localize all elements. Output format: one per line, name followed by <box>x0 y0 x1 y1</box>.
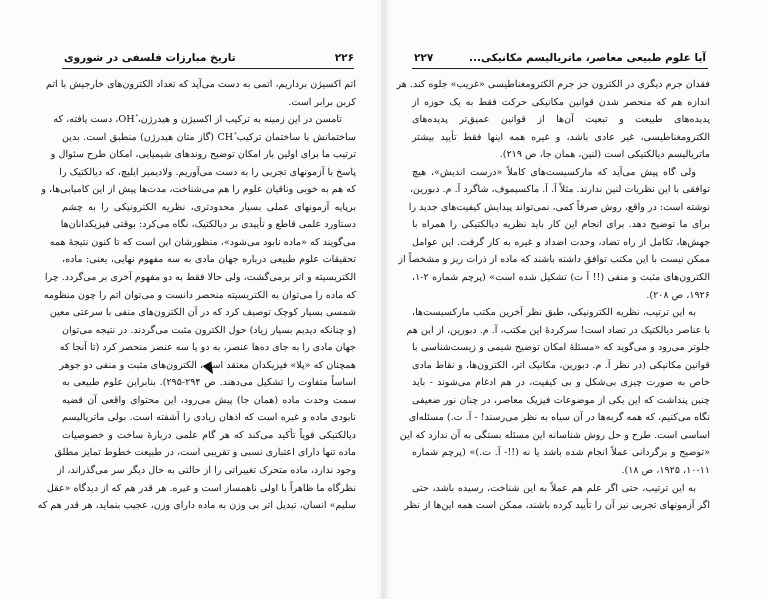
text-line: پاسخ با آزمونهای تجربی را به دست می‌آوریم. ولادیمیر ایلیچ، که دیالکتیک را <box>59 166 356 178</box>
left-page-header <box>64 52 354 64</box>
right-page-number: ۲۲۷ <box>414 52 434 64</box>
left-page-number: ۲۲۶ <box>334 52 354 64</box>
text-line: اندازه هم که منحصر شدن قوانین مکانیکی حرکت فقط به یک حوزه از <box>412 96 710 108</box>
text-line: الکترون‌های مثبت و منفی (!! آ ت) تشکیل شده است» (پرچم شماره ۲-۱، <box>412 272 710 284</box>
text-line: الکتریسیته و اتر برمی‌گشت، ولی حالا فقط به دو مفهوم آخری بر می‌گردد. چرا <box>44 272 356 284</box>
text-line: دستاورد علمی قاطع و تأییدی بر دیالکتیک، نگاه می‌کرد: بوقتی فیزیکدانان‌ها <box>60 219 356 231</box>
text-line: ۱۰-۱۱، ۱۹۲۵، ص ۱۸). <box>621 465 710 477</box>
text-line: همچنان که «پلا» فیزیکدان معتقد است، الکترون‌های مثبت و منفی دو جوهر <box>59 359 356 371</box>
text-line: سلیم» انسان، تبدیل اتر بی وزن به ماده دارای وزن، عجیب بنماید، هر قدر هم که <box>37 500 356 512</box>
text-line: الکترومغناطیسی، غیر عادی باشد، و غیره همه اینها فقط تأیید بیشتر <box>412 131 710 143</box>
text-line: فقدان جرم دیگری در الکترون جز جرم الکترومغناطیسی «غریب» جلوه کند. هر <box>396 79 710 90</box>
text-line: با عناصر دیالکتیک در تضاد است! سرکردهٔ این مکتب، آ. م. دبورین، از این هم <box>406 324 710 336</box>
text-line: ماتریالیسم دیالکتیکی است (لنین، همان جا، ص ۲۱۹). <box>499 149 710 161</box>
text-line: جهان مادی را به جای ده‌ها عنصر، به دو یا سه عنصر منحصر کرد (تا آنجا که <box>59 342 356 354</box>
text-line: جلوتر می‌رود و می‌گوید که «مسئلهٔ امکان توضیح شیمی و زیست‌شناسی با <box>412 342 710 354</box>
text-line: (و چنانکه دیدیم بسیار زیاد) حول الکترون مثبت می‌گردند. در نتیجه می‌توان <box>62 324 356 336</box>
text-line: اتم اکسیژن برداریم، اتمی به دست می‌آید که تعداد الکترون‌های خارجیش با اتم <box>45 79 356 90</box>
text-line: ولی گاه پیش می‌آید که مارکسیست‌های کاملاً «درست اندیش»، هیچ <box>412 166 696 178</box>
text-line: نابودی ماده و غیره است که اذهان زیادی را آشفته است. بولی ماتریالیسم <box>62 412 356 424</box>
left-page-body <box>37 76 356 515</box>
text-line: ماده تنها دارای اعتباری نسبی و تقریبی است، در طبیعت خطوط تمایز مطلق <box>54 447 356 459</box>
right-running-title: آیا علوم طبیعی معاصر، ماتریالیسم مکانیکی... <box>469 52 706 64</box>
text-line: چنین پنداشت که این یکی از موضوعات فیزیک معاصر، در چنان نور ضعیفی <box>412 394 710 406</box>
right-page-body <box>396 76 710 515</box>
text-line: ۱۹۲۶، ص ۲۰۸). <box>646 289 710 301</box>
right-page-header <box>414 52 706 64</box>
text-line: نگاه می‌کنیم، که همه گربه‌ها در آن سیاه به نظر می‌رسند! - آ. ت.) مسئله‌ای <box>408 412 710 424</box>
text-line: به این ترتیب، نظریه الکترونیکی، طبق نظر آخرین مکتب مارکسیست‌ها، <box>412 307 696 319</box>
text-line: خاص به صورت چیزی بی‌شکل و بی کیفیت، در هم ادغام می‌شوند - باید <box>412 377 710 389</box>
text-line: وجود ندارد، ماده متحرک تغییراتی را از حالتی به حال دیگر سر می‌گذراند، از <box>57 465 356 477</box>
left-header-rule <box>62 68 354 69</box>
right-page <box>384 0 768 599</box>
text-line: ممکن نیست با این مکتب توافق داشته باشند که ماده از ذرات ریز و مشخصاً از <box>398 254 710 266</box>
text-line: برای ما توضیح دهد. برای انجام این کار باید نظریه دیالکتیکی را همراه با <box>412 219 710 231</box>
text-line: قوانین مکانیکی (در نظر آ. م. دبورین، مکانیک اتر، الکترون‌ها، و نقاط مادی <box>412 359 710 371</box>
text-line: توافقی با این نظریات لنین ندارند. مثلاً آ. آ. ماکسیموف، شاگرد آ. م. دبورین، <box>409 184 710 196</box>
text-line: پدیده‌های طبیعت و تبعیت آن‌ها از قوانین عمیق‌تر پدیده‌های <box>412 114 710 126</box>
text-line: نظرگاه ما ظاهراً با اولی ناهمساز است و غیره. هر قدر هم که از دیدگاه «عقل <box>46 482 356 494</box>
text-line: دیالکتیکی قویاً تأکید می‌کند که هر گام علمی دربارهٔ ساخت و خصوصیات <box>62 429 356 441</box>
right-header-rule <box>412 68 708 69</box>
text-line: تامسن در این زمینه به ترکیب از اکسیژن و هیدرژن، ٔOH، دست یافته، که <box>53 114 342 126</box>
text-line: که ماده را می‌توان به الکتریسیته منحصر دانست و می‌توان اتم را چون منظومه <box>43 289 356 301</box>
text-line: برپایه آزمونهای عملی بسیار محدودتری، نظریه الکترونیکی را به چشم <box>62 201 356 213</box>
text-line: به این ترتیب، حتی اگر علم هم عملاً به این شناخت، رسیده باشد، حتی <box>412 482 696 494</box>
text-line: که هم به خوبی وناقیان علوم را هم می‌شناخت، مدت‌ها پیش از این کامیابی‌ها، و <box>41 184 356 196</box>
text-line: اساساً متفاوت را تشکیل می‌دهند. ص ۲۹۴-۲۹۵). بنابراین علوم طبیعی به <box>62 377 356 389</box>
text-line: ترتیب ما برای اولین بار امکان توضیح روندهای شیمیایی، امکان طرح سئوال و <box>50 149 356 161</box>
text-line: سمت وحدت ماده (همان جا) پیش می‌رود، این محتوای واقعی آن قضیه <box>62 394 356 406</box>
text-line: اساسی است. طرح و حل روش شناسانه این مسئله بستگی به آن ندارد که این <box>399 429 710 441</box>
text-line: «توضیح و برگردانی عملاً انجام شده باشد یا نه (!!- آ. ت.)» (پرچم شماره <box>412 447 710 459</box>
text-line: نوشته است: در واقع، روش صرفاً کمی، نمی‌تواند پیدایش کیفیت‌های جدید را <box>408 201 710 213</box>
text-line: جهش‌ها، تکامل از راه تضاد، وحدت اضداد و غیره به کار گرفت. این عوامل <box>412 236 710 248</box>
text-line: کربن برابر است. <box>288 96 356 108</box>
text-line: اگر آزمونهای تجربی نیز آن را تأیید کرده باشند، ممکن است همه این‌ها از نظر <box>404 500 710 512</box>
text-line: شمسی بسیار کوچک توصیف کرد که در آن الکترون‌های منفی با سرعتی معین <box>49 307 356 319</box>
text-line: ساختمانش با ساختمان ترکیب ٔCH (گاز متان هیدرژن) منطبق است. بدین <box>62 131 356 143</box>
left-running-title: تاریخ مبارزات فلسفی در شوروی <box>64 52 236 64</box>
text-line: می‌گویند که «ماده نابود می‌شود»، منظورشان این است که تا کنون نتیجهٔ همه <box>49 236 356 248</box>
text-line: تحقیقات علوم طبیعی درباره جهان مادی به سه مفهوم نهایی، یعنی: ماده، <box>62 254 356 266</box>
